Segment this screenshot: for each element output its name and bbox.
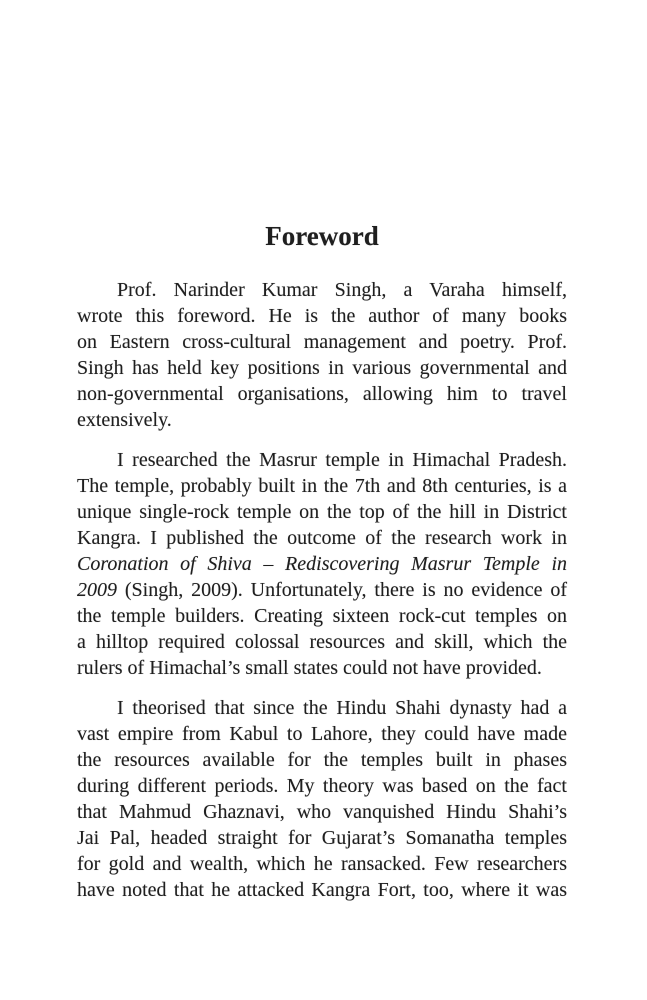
- text-segment: rulers of Himachal’s small states could not have provided.: [77, 657, 542, 679]
- text-line: [77, 329, 567, 355]
- text-line: [77, 773, 567, 799]
- italic-text-segment: Coronation of Shiva – Rediscovering Masrur Temple in: [77, 553, 567, 575]
- text-line: [77, 577, 567, 603]
- text-line: [77, 499, 567, 525]
- text-line: [77, 851, 567, 877]
- text-line: [77, 695, 567, 721]
- text-segment: Jai Pal, headed straight for Gujarat’s Somanatha temples: [77, 827, 567, 849]
- text-segment: the temple builders. Creating sixteen rock-cut temples on: [77, 605, 567, 627]
- text-segment: unique single-rock temple on the top of the hill in District: [77, 501, 567, 523]
- text-line: [77, 407, 567, 433]
- page-content: [0, 221, 647, 903]
- paragraph-2: [77, 447, 567, 681]
- text-segment: I researched the Masrur temple in Himachal Pradesh.: [117, 449, 567, 471]
- paragraph-1: [77, 277, 567, 433]
- text-line: [77, 603, 567, 629]
- text-segment: (Singh, 2009). Unfortunately, there is no evidence of: [117, 579, 567, 601]
- text-segment: Prof. Narinder Kumar Singh, a Varaha himself,: [117, 279, 567, 301]
- text-segment: on Eastern cross-cultural management and poetry. Prof.: [77, 331, 567, 353]
- text-line: [77, 381, 567, 407]
- text-segment: during different periods. My theory was based on the fact: [77, 775, 567, 797]
- text-line: [77, 799, 567, 825]
- text-line: [77, 473, 567, 499]
- text-segment: have noted that he attacked Kangra Fort, too, where it was: [77, 879, 567, 901]
- text-segment: for gold and wealth, which he ransacked. Few researchers: [77, 853, 567, 875]
- text-line: [77, 447, 567, 473]
- text-line: [77, 525, 567, 551]
- paragraph-3: [77, 695, 567, 903]
- text-line: [77, 825, 567, 851]
- text-line: [77, 629, 567, 655]
- text-segment: a hilltop required colossal resources and skill, which the: [77, 631, 567, 653]
- text-segment: wrote this foreword. He is the author of many books: [77, 305, 567, 327]
- text-line: [77, 551, 567, 577]
- text-line: [77, 303, 567, 329]
- text-segment: Kangra. I published the outcome of the research work in: [77, 527, 567, 549]
- text-line: [77, 877, 567, 903]
- text-line: [77, 355, 567, 381]
- text-segment: extensively.: [77, 409, 172, 431]
- text-line: [77, 747, 567, 773]
- text-segment: non-governmental organisations, allowing him to travel: [77, 383, 567, 405]
- text-segment: Singh has held key positions in various governmental and: [77, 357, 567, 379]
- chapter-title: Foreword: [265, 221, 379, 251]
- text-segment: vast empire from Kabul to Lahore, they could have made: [77, 723, 567, 745]
- text-segment: I theorised that since the Hindu Shahi dynasty had a: [117, 697, 567, 719]
- italic-text-segment: 2009: [77, 579, 117, 601]
- text-line: [77, 721, 567, 747]
- text-segment: the resources available for the temples built in phases: [77, 749, 567, 771]
- text-segment: The temple, probably built in the 7th and 8th centuries, is a: [77, 475, 567, 497]
- text-segment: that Mahmud Ghaznavi, who vanquished Hindu Shahi’s: [77, 801, 567, 823]
- text-line: [77, 655, 567, 681]
- foreword-paragraphs: [77, 277, 567, 903]
- text-line: [77, 277, 567, 303]
